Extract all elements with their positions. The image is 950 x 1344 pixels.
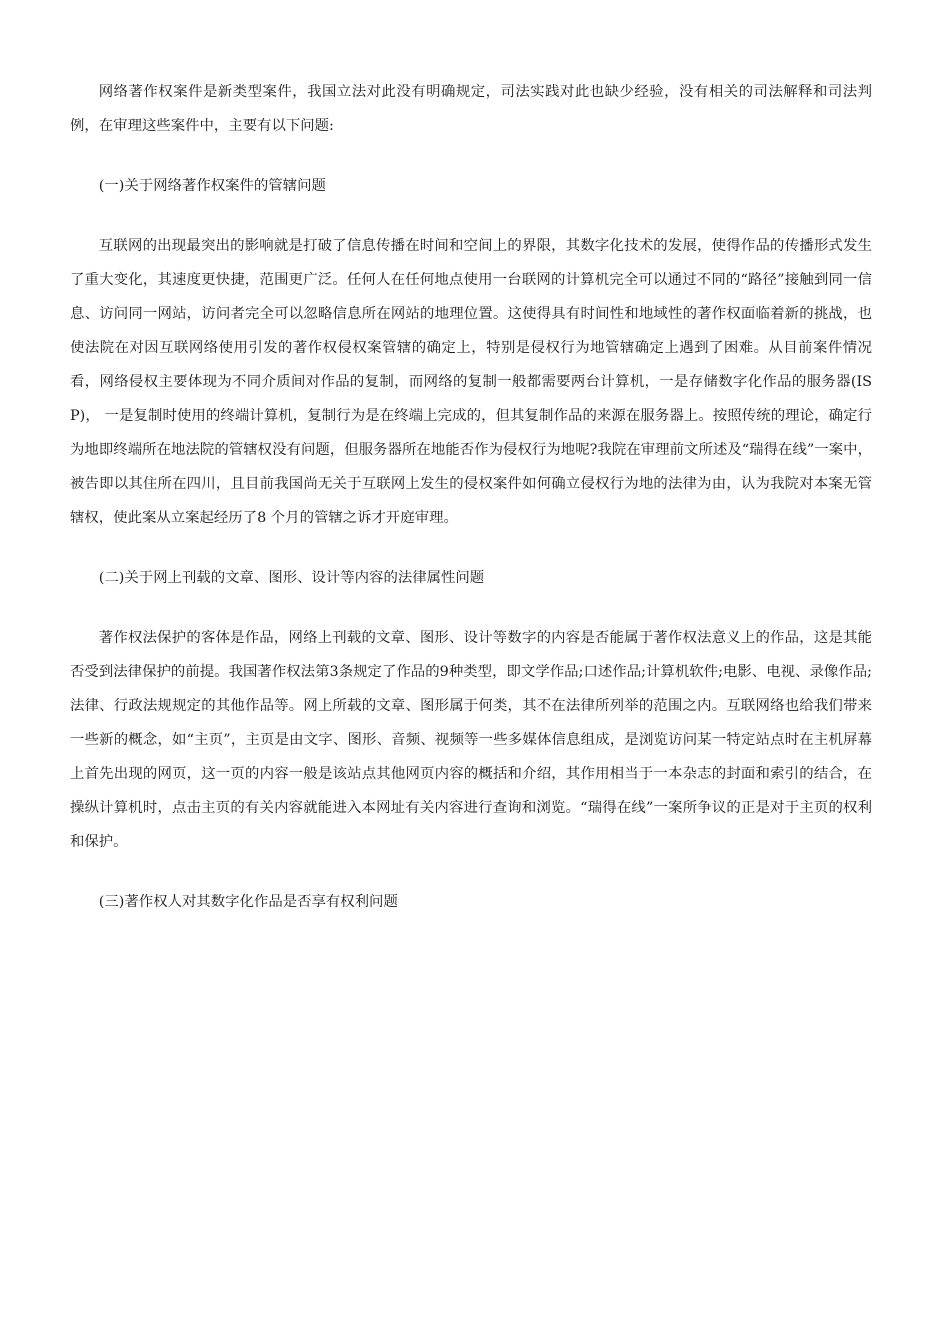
section-body-jurisdiction: 互联网的出现最突出的影响就是打破了信息传播在时间和空间上的界限，其数字化技术的发展，使得作品的传播形式发生了重大变化，其速度更快捷，范围更广泛。任何人在任何地点使用一台联网的计算机完全可以通过不同的“路径”接触到同一信息、访问同一网站，访问者完全可以忽略信息所在网站的地理位置。这使得具有时间性和地域性的著作权面临着新的挑战，也使法院在对因互联网络使用引发的著作权侵权案管辖的确定上，特别是侵权行为地管辖确定上遇到了困难。从目前案件情况看，网络侵权主要体现为不同介质间对作品的复制，而网络的复制一般都需要两台计算机，一是存储数字化作品的服务器(ISP)， 一是复制时使用的终端计算机，复制行为是在终端上完成的，但其复制作品的来源在服务器上。按照传统的理论，确定行为地即终端所在地法院的管辖权没有问题，但服务器所在地能否作为侵权行为地呢?我院在审理前文所述及“瑞得在线”一案中，被告即以其住所在四川，且目前我国尚无关于互联网上发生的侵权案件如何确立侵权行为地的法律为由，认为我院对本案无管辖权，使此案从立案起经历了8 个月的管辖之诉才开庭审理。 — [70, 238, 872, 526]
section-body-legal-attributes: 著作权法保护的客体是作品，网络上刊载的文章、图形、设计等数字的内容是否能属于著作权法意义上的作品，这是其能否受到法律保护的前提。我国著作权法第3条规定了作品的9种类型，即文学作品;口述作品;计算机软件;电影、电视、录像作品;法律、行政法规规定的其他作品等。网上所载的文章、图形属于何类，其不在法律所列举的范围之内。互联网络也给我们带来一些新的概念，如“主页”，主页是由文字、图形、音频、视频等一些多媒体信息组成，是浏览访问某一特定站点时在主机屏幕上首先出现的网页，这一页的内容一般是该站点其他网页内容的概括和介绍，其作用相当于一本杂志的封面和索引的结合，在操纵计算机时，点击主页的有关内容就能进入本网址有关内容进行查询和浏览。“瑞得在线”一案所争议的正是对于主页的权利和保护。 — [70, 630, 872, 850]
section-heading-jurisdiction: (一)关于网络著作权案件的管辖问题 — [98, 178, 326, 194]
section-heading-legal-attributes: (二)关于网上刊载的文章、图形、设计等内容的法律属性问题 — [98, 570, 485, 586]
section-heading-digital-rights: (三)著作权人对其数字化作品是否享有权利问题 — [98, 894, 398, 910]
intro-paragraph: 网络著作权案件是新类型案件，我国立法对此没有明确规定，司法实践对此也缺少经验，没有相关的司法解释和司法判例，在审理这些案件中，主要有以下问题: — [70, 84, 872, 134]
